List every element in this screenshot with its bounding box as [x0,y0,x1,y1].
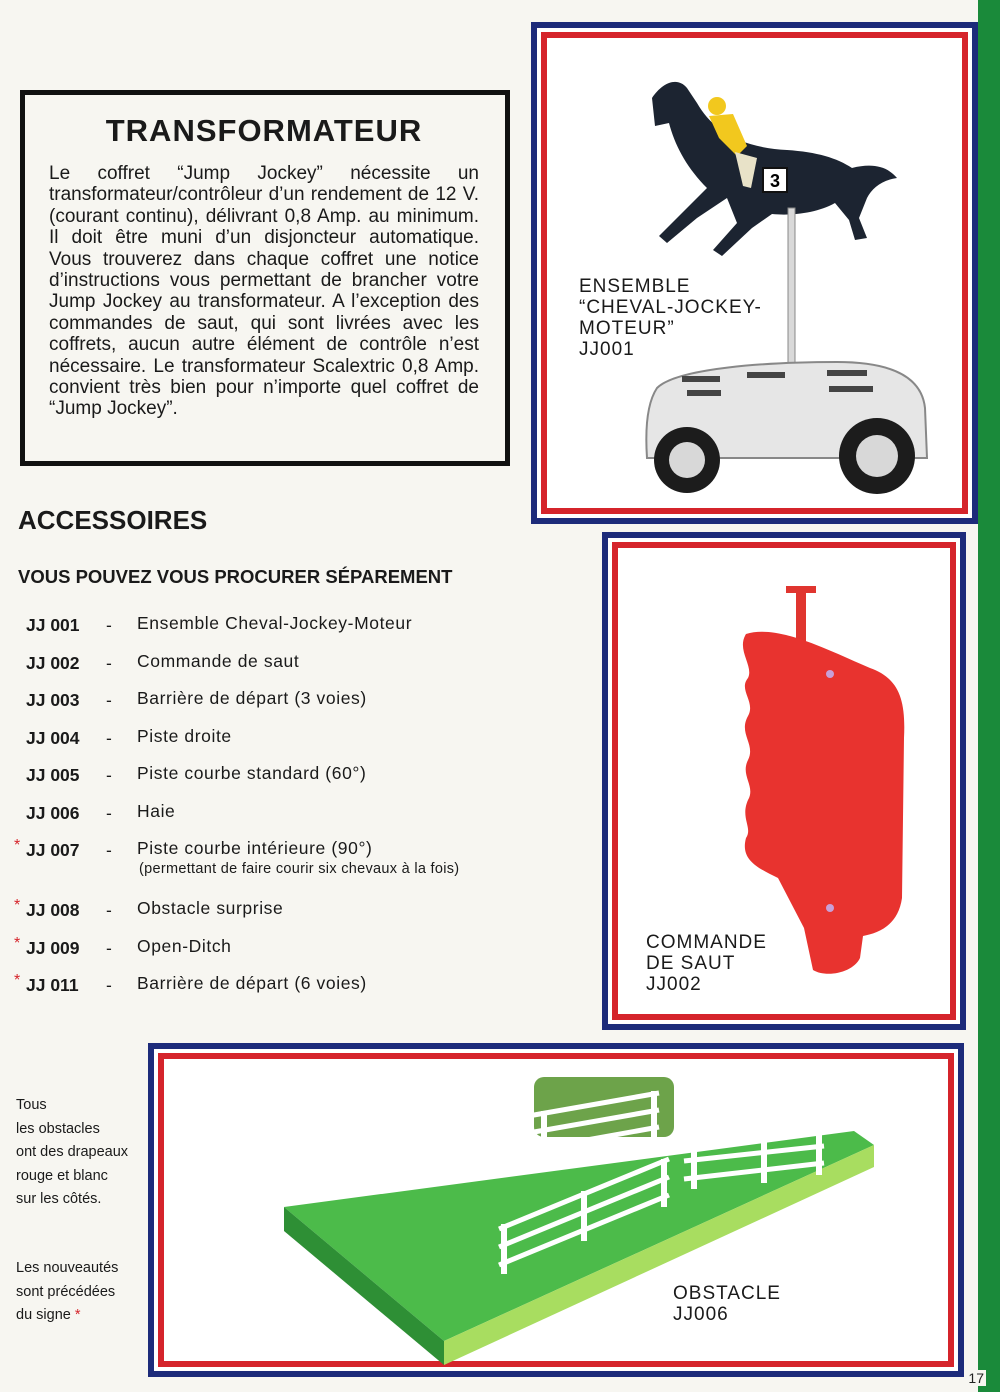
vent-slot [687,390,721,396]
transformateur-body: Le coffret “Jump Jockey” nécessite un transformateur/contrôleur d’un rendement de 12 V. (courant continu), délivrant 0,8 Amp. au minimum. Il doit être muni d’un disjoncteur automatique. Vous trouverez dans chaque coffret une notice d’instructions vous permettant de brancher votre Jump Jockey au transformateur. A l’exception des commandes de saut, qui sont livrées avec les coffrets, aucun autre élément de contrôle n’est nécessaire. Le transformateur Scalextric 0,8 Amp. convient très bien pour n’importe quel coffret de “Jump Jockey”. [49,163,479,420]
list-item: JJ 002 - Commande de saut [26,650,300,673]
side-note-new-items: Les nouveautés sont précédées du signe * [16,1260,119,1323]
obstacle-illustration [154,1049,958,1371]
item-note: (permettant de faire courir six chevaux à la fois) [139,861,460,877]
figure-horse-label: ENSEMBLE “CHEVAL-JOCKEY- MOTEUR” JJ001 [579,276,762,360]
figure-jump-control-label: COMMANDE DE SAUT JJ002 [646,932,767,995]
figure-obstacle-label: OBSTACLE JJ006 [673,1283,781,1325]
new-star-icon: * [14,897,21,914]
page-number: 17 [968,1370,984,1386]
new-star-icon: * [14,837,21,854]
list-item: JJ 001 - Ensemble Cheval-Jockey-Moteur [26,613,413,635]
list-item: * JJ 008 - Obstacle surprise [14,897,284,920]
list-item: JJ 003 - Barrière de départ (3 voies) [26,688,367,710]
accessoires-list [14,612,598,1010]
figure-horse-jockey-motor [531,22,978,524]
support-pole [788,208,795,368]
wheel-hub [669,442,705,478]
list-item: JJ 006 - Haie [26,800,176,823]
list-item: * JJ 009 - Open-Ditch [14,934,232,958]
new-star-icon: * [14,934,21,952]
side-note-flags: Tous les obstacles ont des drapeaux rouge et blanc sur les côtés. [16,1097,129,1207]
transformateur-title: TRANSFORMATEUR [105,113,423,148]
jockey-cap [708,97,726,115]
figure-obstacle [148,1043,964,1377]
screw-icon [826,904,834,912]
vent-slot [747,372,785,378]
list-item: JJ 004 - Piste droite [26,725,232,748]
vent-slot [827,370,867,376]
accessoires-subtitle: VOUS POUVEZ VOUS PROCURER SÉPAREMENT [18,566,453,587]
figure-jump-control [602,532,966,1030]
vent-slot [829,386,873,392]
list-item: JJ 005 - Piste courbe standard (60°) [26,763,367,785]
vent-slot [682,376,720,382]
horse-jockey-illustration [537,28,972,518]
control-handle [743,632,904,974]
horse-number: 3 [769,171,781,191]
wheel-hub [856,435,898,477]
transformateur-box [20,90,510,466]
new-star-icon: * [74,1307,81,1323]
green-edge-strip [978,0,1000,1392]
list-item: * JJ 011 - Barrière de départ (6 voies) [14,972,367,995]
screw-icon [826,670,834,678]
list-item: * JJ 007 - Piste courbe intérieure (90°) (permettant de faire courir six chevaux à la fois) [14,837,460,877]
accessoires-title: ACCESSOIRES [18,505,208,535]
new-star-icon: * [14,972,21,989]
